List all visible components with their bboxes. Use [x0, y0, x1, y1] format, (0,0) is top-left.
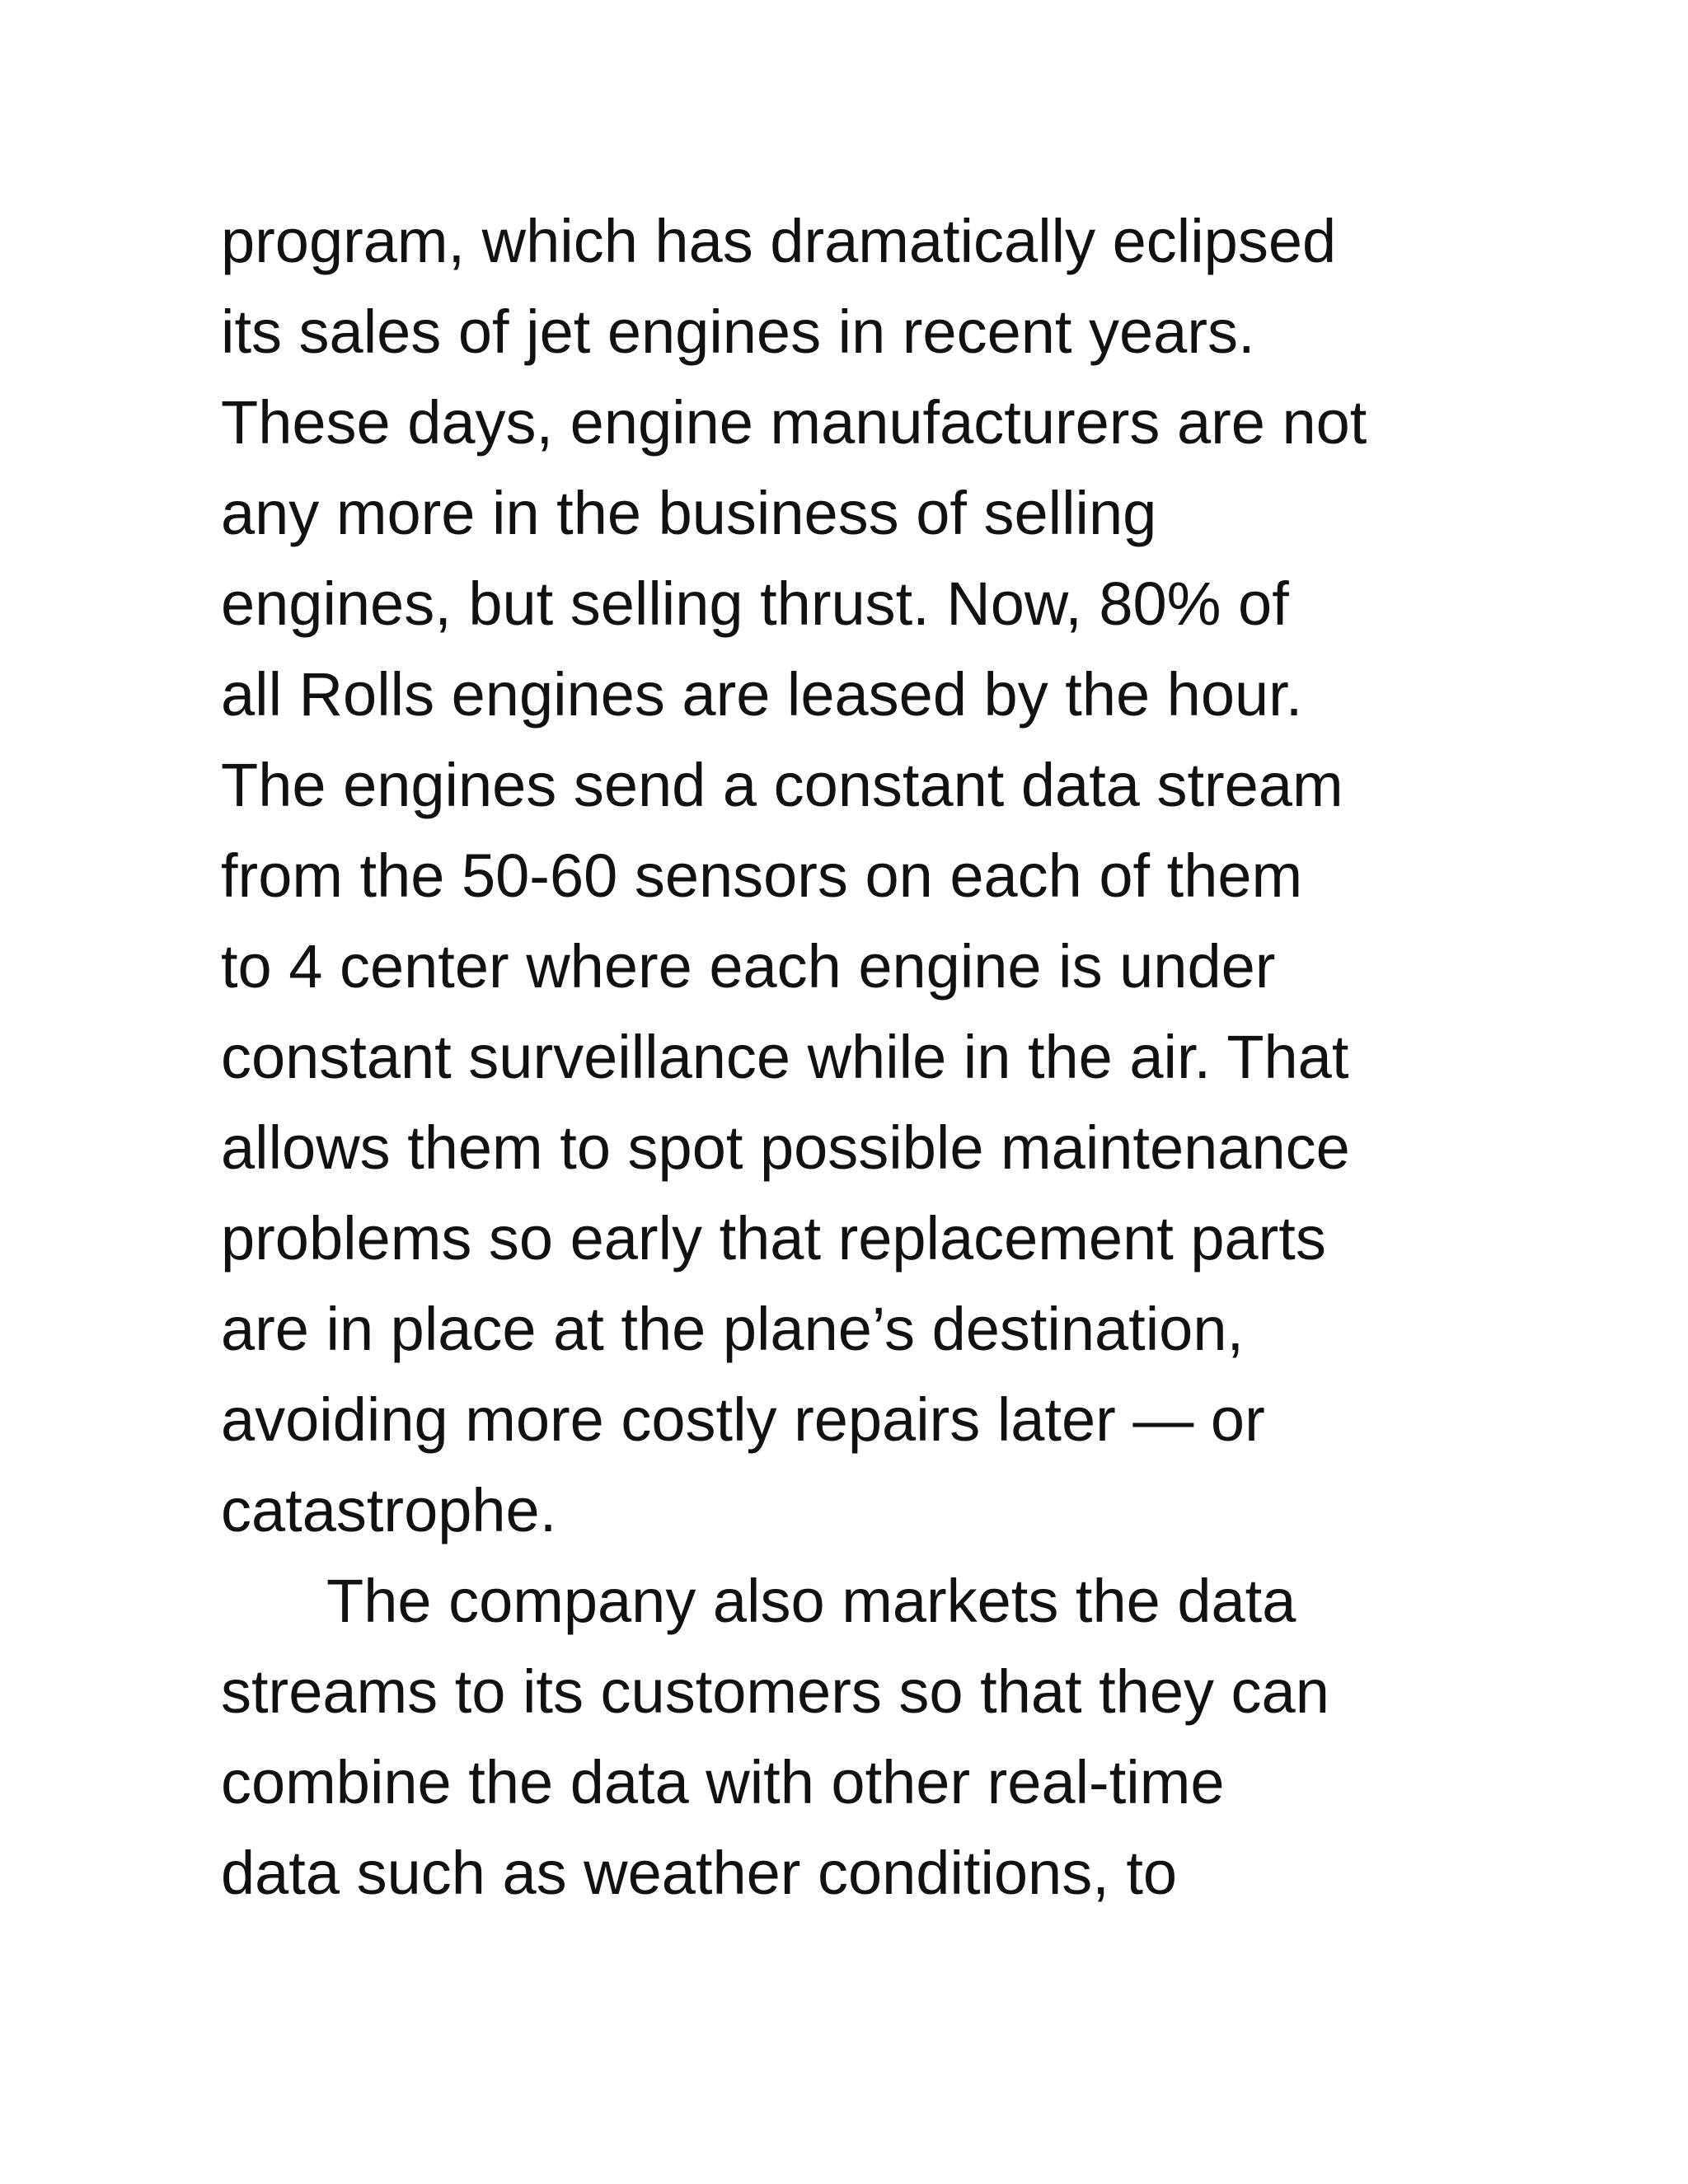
text-line: combine the data with other real-time — [221, 1748, 1225, 1816]
text-line: engines, but selling thrust. Now, 80% of — [221, 569, 1289, 638]
text-line: problems so early that replacement parts — [221, 1204, 1326, 1272]
text-line: allows them to spot possible maintenance — [221, 1113, 1350, 1182]
body-text — [221, 196, 1507, 1919]
text-line: streams to its customers so that they can — [221, 1657, 1329, 1726]
text-line: The engines send a constant data stream — [221, 751, 1343, 819]
text-line: program, which has dramatically eclipsed — [221, 207, 1337, 275]
text-line: its sales of jet engines in recent years. — [221, 298, 1255, 366]
text-line: data such as weather conditions, to — [221, 1839, 1178, 1907]
text-line: all Rolls engines are leased by the hour. — [221, 660, 1303, 729]
text-line: to 4 center where each engine is under — [221, 932, 1276, 1001]
text-line: catastrophe. — [221, 1476, 557, 1544]
text-line: constant surveillance while in the air. That — [221, 1023, 1349, 1091]
text-line: These days, engine manufacturers are not — [221, 388, 1367, 457]
text-line: any more in the business of selling — [221, 479, 1157, 547]
text-line: avoiding more costly repairs later — or — [221, 1385, 1265, 1454]
paragraph-start-line: The company also markets the data — [326, 1567, 1296, 1635]
text-line: from the 50-60 sensors on each of them — [221, 841, 1303, 910]
text-line: are in place at the plane’s destination, — [221, 1295, 1245, 1363]
